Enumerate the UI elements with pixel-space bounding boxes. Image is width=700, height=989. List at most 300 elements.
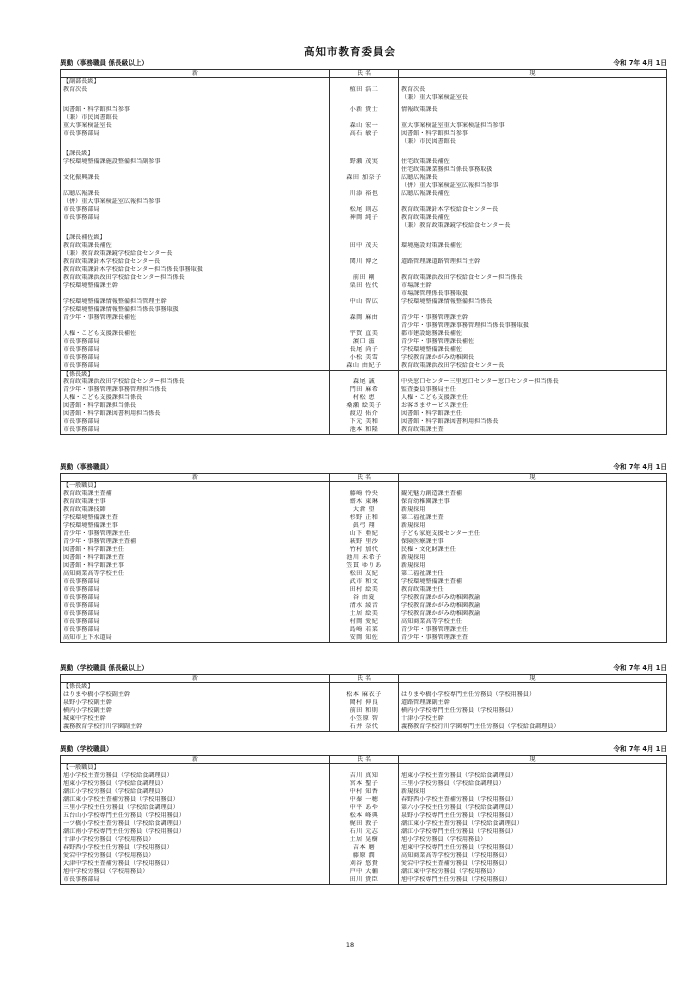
table-row [61, 206, 666, 214]
current-position: 第六小学校主任労務員（学校給食調理員） [401, 804, 517, 811]
person-name [330, 114, 399, 122]
current-position [399, 371, 666, 378]
section-title: 異動（学校職員） [60, 745, 113, 753]
current-position: 第二福祉課主査 [401, 514, 444, 521]
person-name: 戸中 大輔 [330, 868, 399, 876]
table-row [61, 354, 666, 362]
current-position: 潮江東中学校労務員（学校用務員） [401, 868, 499, 875]
person-name [330, 250, 399, 258]
current-position: 三里小学校労務員（学校給食調理員） [401, 780, 505, 787]
person-name: 小松 美雪 [330, 354, 399, 362]
table-row [61, 402, 666, 410]
current-position [399, 683, 666, 691]
section-date: 令和 7年 4月 1日 [613, 664, 667, 672]
new-position: はりまや橋小学校副主幹 [61, 691, 330, 699]
page-number: 18 [345, 941, 355, 949]
new-position: 市長事務部局 [61, 594, 330, 602]
new-position [61, 322, 330, 330]
new-position: 学校環境整備課施設整備担当副参事 [61, 158, 330, 166]
new-position: 市長事務部局 [61, 426, 330, 434]
current-position [399, 482, 666, 490]
current-position: 青少年・事務管理課主幹 [401, 314, 469, 321]
current-position: 旭中学校専門主任労務員（学校用務員） [401, 876, 511, 883]
current-position: 高知商業高等学校主任 [401, 618, 462, 625]
person-name: 笠貫 ゆりあ [330, 562, 399, 570]
new-position: 潮江小学校労務員（学校給食調理員） [61, 788, 330, 796]
current-position: 住宅政策課業務担当係長事務取扱 [401, 166, 493, 173]
person-name: 松田 友紀 [330, 570, 399, 578]
new-position: 【副部長級】 [61, 78, 330, 86]
current-position: 学校教育課かがみ幼稚園教諭 [401, 602, 481, 609]
person-name: 松尾 則志 [330, 206, 399, 214]
current-position: 青少年・事務管理課主任 [401, 626, 469, 633]
person-name: 杉野 正和 [330, 514, 399, 522]
new-position: 五台山小学校専門主任労務員（学校用務員） [61, 812, 330, 820]
current-position: 教育政策課主査 [401, 426, 444, 433]
new-position: 春野西小学校主任労務員（学校用務員） [61, 844, 330, 852]
new-position: 【一般職員】 [61, 764, 330, 772]
person-name: 吉川 真知 [330, 772, 399, 780]
header-new: 新 [61, 675, 330, 682]
person-name: 森山 宏一 [330, 122, 399, 130]
person-name [330, 150, 399, 158]
person-name [330, 306, 399, 314]
table-row [61, 554, 666, 562]
header-current: 現 [529, 70, 536, 77]
new-position: 旭東小学校労務員（学校給食調理員） [61, 780, 330, 788]
new-position: 広聴広報課長 [61, 190, 330, 198]
table-row [61, 410, 666, 418]
table-header [61, 474, 666, 482]
current-position: 広聴広報課長 [401, 174, 438, 181]
new-position: 義務教育学校行川学園副主幹 [61, 723, 330, 731]
table-row [61, 250, 666, 258]
person-name: 藤崎 怜央 [330, 490, 399, 498]
current-position: 教育政策課針木学校給食センター長 [401, 206, 499, 213]
new-position [61, 290, 330, 298]
section-header [60, 462, 667, 473]
section-title: 異動（事務職員） [60, 463, 113, 471]
person-name: 下元 美和 [330, 418, 399, 426]
table-row [61, 306, 666, 314]
person-name: 島崎 若菜 [330, 626, 399, 634]
header-name: 氏 名 [330, 474, 399, 481]
current-position: 青少年・事務管理課事務管理担当係長事務取扱 [401, 322, 529, 329]
current-position: 広聴広報課長補佐 [401, 190, 450, 197]
new-position: 市長事務部局 [61, 130, 330, 138]
new-position: 青少年・事務管理課長補佐 [61, 314, 330, 322]
new-position: 文化振興課長 [61, 174, 330, 182]
current-position: 義務教育学校行川学園専門主任労務員（学校給食調理員） [401, 723, 560, 730]
person-name: 石井 奈代 [330, 723, 399, 731]
person-name: 関川 博之 [330, 258, 399, 266]
person-name: 神岡 純子 [330, 214, 399, 222]
table-header [61, 675, 666, 683]
new-position: 図書館・科学館課主事 [61, 562, 330, 570]
table-row [61, 290, 666, 298]
person-name: 田村 絵美 [330, 586, 399, 594]
table-row [61, 298, 666, 306]
person-name [330, 198, 399, 206]
current-position: 人権・こども支援課主任 [401, 394, 469, 401]
current-position: 民権・文化財課主任 [401, 546, 456, 553]
table-row [61, 530, 666, 538]
current-position: 潮江東小学校主査労務員（学校給食調理員） [401, 820, 523, 827]
new-position: 市長事務部局 [61, 626, 330, 634]
header-name: 氏 名 [330, 675, 399, 682]
table-row [61, 274, 666, 282]
table-row [61, 772, 666, 780]
person-name: 松本 峰典 [330, 812, 399, 820]
current-position: 図書館・科学館課図書利用担当係長 [401, 418, 499, 425]
current-position: 道路管理課副主幹 [401, 699, 450, 706]
section-2 [60, 663, 667, 732]
current-position: 新規採用 [401, 554, 426, 561]
current-position: 住宅政策課長補佐 [401, 158, 450, 165]
table-row [61, 258, 666, 266]
person-name: 門田 麻希 [330, 386, 399, 394]
current-position: 学校環境整備課情報整備担当係長 [401, 298, 493, 305]
new-position: 市長事務部局 [61, 418, 330, 426]
table-row [61, 836, 666, 844]
new-position: 市長事務部局 [61, 338, 330, 346]
person-name: 森尾 誠 [330, 378, 399, 386]
new-position: 旭中学校労務員（学校用務員） [61, 868, 330, 876]
new-position [61, 166, 330, 174]
person-name: 宮本 聖子 [330, 780, 399, 788]
current-position: 新規採用 [401, 506, 426, 513]
current-position: 重大事案検証室重大事案検証担当参事 [401, 122, 505, 129]
current-position: 愛宕中学校主査補労務員（学校用務員） [401, 860, 511, 867]
person-name: 中平 あや [330, 804, 399, 812]
current-position: 新規採用 [401, 788, 426, 795]
table-row [61, 314, 666, 322]
new-position: 図書館・科学館課主査 [61, 554, 330, 562]
person-name [330, 166, 399, 174]
header-current: 現 [529, 675, 536, 682]
table-header [61, 756, 666, 764]
current-position [399, 234, 666, 242]
new-position: 旭小学校主査労務員（学校給食調理員） [61, 772, 330, 780]
current-position: 保険医療課主事 [401, 538, 444, 545]
new-position: 人権・こども支援課長補佐 [61, 330, 330, 338]
new-position: 市長事務部局 [61, 362, 330, 370]
current-position: 図書館・科学館担当参事 [401, 130, 469, 137]
table-row [61, 362, 666, 370]
table-row [61, 610, 666, 618]
category-row [61, 370, 666, 378]
current-position: 観光魅力創造課主査補 [401, 490, 462, 497]
table-row [61, 242, 666, 250]
table-row [61, 114, 666, 122]
new-position: 図書館・科学館課担当係長 [61, 402, 330, 410]
new-position: 重大事案検証室長 [61, 122, 330, 130]
table-row [61, 330, 666, 338]
section-1 [60, 462, 667, 643]
table-row [61, 820, 666, 828]
person-name: 清水 綾音 [330, 602, 399, 610]
new-position: 教育次長 [61, 86, 330, 94]
table-row [61, 214, 666, 222]
table-row [61, 158, 666, 166]
table-row [61, 546, 666, 554]
section-header [60, 58, 667, 69]
header-name: 氏 名 [330, 756, 399, 763]
person-name: 眞弓 翔 [330, 522, 399, 530]
current-position: はりまや橋小学校専門主任労務員（学校用務員） [401, 691, 536, 698]
table-row [61, 514, 666, 522]
person-name: 川添 裕也 [330, 190, 399, 198]
person-name: 岡村 伸良 [330, 699, 399, 707]
table-row [61, 828, 666, 836]
new-position: 市長事務部局 [61, 214, 330, 222]
person-name: 村松 恵 [330, 394, 399, 402]
current-position: 第二福祉課主任 [401, 570, 444, 577]
new-position [61, 182, 330, 190]
new-position: 市長事務部局 [61, 578, 330, 586]
current-position: 教育政策課浜改田学校給食センター担当係長 [401, 274, 523, 281]
table-row [61, 723, 666, 731]
current-position: 市場課管理係長事務取扱 [401, 290, 469, 297]
table-row [61, 182, 666, 190]
new-position: 【係長級】 [61, 683, 330, 691]
table-row [61, 130, 666, 138]
table-row [61, 94, 666, 102]
new-position: 図書館・科学館課主任 [61, 546, 330, 554]
person-name [330, 322, 399, 330]
header-new: 新 [61, 474, 330, 481]
page-title: 高知市教育委員会 [304, 46, 396, 58]
new-position: 潮江東小学校主査補労務員（学校用務員） [61, 796, 330, 804]
table-row [61, 166, 666, 174]
table-row [61, 562, 666, 570]
person-name: 森山 由紀子 [330, 362, 399, 370]
new-position: 市長事務部局 [61, 354, 330, 362]
current-position: 旭小学校労務員（学校用務員） [401, 836, 487, 843]
person-name: 土居 晃樹 [330, 836, 399, 844]
current-position: 高知商業高等学校労務員（学校用務員） [401, 852, 511, 859]
new-position: 教育政策課長補佐 [61, 242, 330, 250]
category-row [61, 234, 666, 242]
header-new: 新 [61, 70, 330, 77]
current-position: 学校教育課かがみ幼稚園教諭 [401, 594, 481, 601]
table-row [61, 876, 666, 884]
table-row [61, 106, 666, 114]
new-position: 【係長級】 [61, 371, 330, 378]
new-position: 愛宕中学校労務員（学校用務員） [61, 852, 330, 860]
person-name [330, 138, 399, 146]
personnel-table [60, 473, 667, 643]
current-position: 環境施設対策課長補佐 [401, 242, 462, 249]
table-row [61, 812, 666, 820]
section-title: 異動（事務職員 係長級以上） [60, 59, 149, 67]
new-position: 三里小学校主任労務員（学校給食調理員） [61, 804, 330, 812]
current-position: 教育次長 [401, 86, 426, 93]
header-name: 氏 名 [330, 70, 399, 77]
table-row [61, 715, 666, 723]
current-position: 学校教育課かがみ幼稚園長 [401, 354, 475, 361]
current-position [399, 764, 666, 772]
new-position: 一ツ橋小学校主査労務員（学校給食調理員） [61, 820, 330, 828]
person-name: 森田 加奈子 [330, 174, 399, 182]
current-position: 新規採用 [401, 522, 426, 529]
new-position: 高知商業高等学校主任 [61, 570, 330, 578]
category-row [61, 150, 666, 158]
section-date: 令和 7年 4月 1日 [613, 463, 667, 471]
table-row [61, 868, 666, 876]
current-position: （兼）重大事案検証室長 [401, 94, 469, 101]
person-name [330, 222, 399, 230]
new-position: 図書館・科学館課図書利用担当係長 [61, 410, 330, 418]
person-name [330, 683, 399, 691]
current-position [399, 250, 666, 258]
person-name: 藤原 潤 [330, 852, 399, 860]
person-name: 前田 和則 [330, 707, 399, 715]
current-position: （兼）教育政策課鏡学校給食センター長 [401, 222, 511, 229]
person-name: 石川 元志 [330, 828, 399, 836]
person-name: 梶田 敦子 [330, 820, 399, 828]
header-new: 新 [61, 756, 330, 763]
person-name: 小笠原 智 [330, 715, 399, 723]
current-position [399, 114, 666, 122]
new-position: 大津中学校主査補労務員（学校用務員） [61, 860, 330, 868]
table-row [61, 578, 666, 586]
table-row [61, 691, 666, 699]
table-row [61, 498, 666, 506]
new-position: 【一般職員】 [61, 482, 330, 490]
new-position: 【課長補佐級】 [61, 234, 330, 242]
new-position: 市長事務部局 [61, 618, 330, 626]
table-row [61, 174, 666, 182]
person-name: 竹村 加代 [330, 546, 399, 554]
current-position [399, 266, 666, 274]
current-position [399, 150, 666, 158]
person-name: 中村 知香 [330, 788, 399, 796]
current-position: 学校環境整備課長補佐 [401, 346, 462, 353]
new-position: 教育政策課浜改田学校給食センター担当係長 [61, 274, 330, 282]
new-position: 学校環境整備課情報整備担当係長事務取扱 [61, 306, 330, 314]
person-name: 大倉 望 [330, 506, 399, 514]
person-name: 松本 麻衣子 [330, 691, 399, 699]
table-row [61, 138, 666, 146]
person-name: 田川 貴臣 [330, 876, 399, 884]
person-name: 吉本 磨 [330, 844, 399, 852]
table-row [61, 626, 666, 634]
person-name: 森岡 麻由 [330, 314, 399, 322]
new-position: 教育政策課技師 [61, 506, 330, 514]
person-name: 宇賀 直美 [330, 330, 399, 338]
current-position: 図書館・科学館課主任 [401, 410, 462, 417]
person-name [330, 94, 399, 102]
table-row [61, 780, 666, 788]
current-position: 潮江小学校専門主任労務員（学校用務員） [401, 828, 517, 835]
table-row [61, 418, 666, 426]
table-header [61, 70, 666, 78]
person-name: 山下 亜紀 [330, 530, 399, 538]
person-name: 栗田 佐代 [330, 282, 399, 290]
person-name [330, 371, 399, 378]
person-name: 谷 由夏 [330, 594, 399, 602]
person-name: 長尾 尚子 [330, 346, 399, 354]
person-name [330, 482, 399, 490]
new-position: 市長事務部局 [61, 206, 330, 214]
person-name: 田中 茂夫 [330, 242, 399, 250]
person-name: 池本 和隆 [330, 426, 399, 434]
person-name: 中秦 一穂 [330, 796, 399, 804]
new-position: 教育政策課針木学校給食センター長 [61, 258, 330, 266]
new-position: 市長事務部局 [61, 602, 330, 610]
table-row [61, 844, 666, 852]
person-name: 前田 剛 [330, 274, 399, 282]
table-row [61, 602, 666, 610]
person-name: 渡辺 佑介 [330, 410, 399, 418]
new-position: 人権・こども支援課担当係長 [61, 394, 330, 402]
current-position: 旭東中学校専門主任労務員（学校用務員） [401, 844, 517, 851]
table-row [61, 852, 666, 860]
table-row [61, 707, 666, 715]
current-position: 情報政策課長 [401, 106, 438, 113]
current-position: 監査委員事務局主任 [401, 386, 456, 393]
person-name [330, 234, 399, 242]
new-position: 教育政策課主査補 [61, 490, 330, 498]
current-position: 青少年・事務管理課長補佐 [401, 338, 475, 345]
table-row [61, 426, 666, 434]
new-position: 横内小学校副主幹 [61, 707, 330, 715]
current-position: （併）重大事案検証室広報担当参事 [401, 182, 499, 189]
new-position: 教育政策課針木学校給食センター担当係長事務取扱 [61, 266, 330, 274]
current-position: 教育政策課主任 [401, 586, 444, 593]
person-name: 濵口 滋 [330, 338, 399, 346]
current-position: 教育政策課長補佐 [401, 214, 450, 221]
person-name: 土居 絵美 [330, 610, 399, 618]
table-row [61, 634, 666, 642]
person-name [330, 78, 399, 86]
person-name: 小新 貴士 [330, 106, 399, 114]
current-position: お客さまサービス課主任 [401, 402, 469, 409]
new-position: 市長事務部局 [61, 610, 330, 618]
person-name: 桑瀬 絵美子 [330, 402, 399, 410]
current-position: 市場課主幹 [401, 282, 432, 289]
table-row [61, 222, 666, 230]
section-header [60, 744, 667, 755]
table-row [61, 338, 666, 346]
person-name [330, 290, 399, 298]
section-0 [60, 58, 667, 435]
current-position: 新規採用 [401, 562, 426, 569]
personnel-table [60, 69, 667, 435]
new-position [61, 138, 330, 146]
person-name: 萩野 里沙 [330, 538, 399, 546]
person-name: 高石 敏子 [330, 130, 399, 138]
table-row [61, 86, 666, 94]
table-row [61, 506, 666, 514]
table-row [61, 378, 666, 386]
person-name [330, 182, 399, 190]
current-position: 泉野小学校専門主任労務員（学校用務員） [401, 812, 517, 819]
person-name: 村岡 愛紀 [330, 618, 399, 626]
current-position: 十津小学校主幹 [401, 715, 444, 722]
new-position: 市長事務部局 [61, 346, 330, 354]
new-position: 学校環境整備課情報整備担当管理主幹 [61, 298, 330, 306]
current-position: 都市建設総務課長補佐 [401, 330, 462, 337]
new-position: 図書館・科学館担当参事 [61, 106, 330, 114]
current-position: 道路管理課道路管理担当主幹 [401, 258, 481, 265]
current-position [399, 198, 666, 206]
table-row [61, 788, 666, 796]
current-position: 保育幼稚園課主事 [401, 498, 450, 505]
table-row [61, 699, 666, 707]
table-row [61, 804, 666, 812]
